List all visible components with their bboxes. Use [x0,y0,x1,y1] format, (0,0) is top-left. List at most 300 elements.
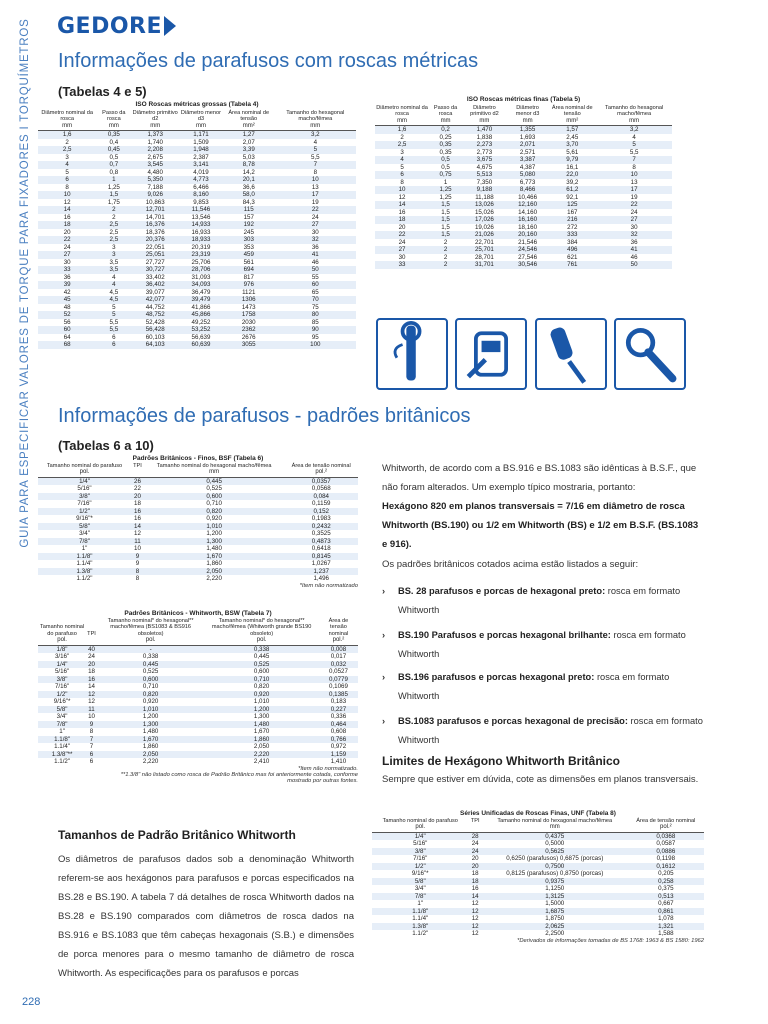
table-cell: 16 [88,675,95,683]
table-cell: 1.1/8" [372,908,469,916]
table-cell: 5/16" [54,668,70,676]
table-cell: 52,428 [145,318,165,326]
table-row [38,176,356,184]
table-cell: 36,6 [242,183,255,191]
table-cell: 12,701 [131,206,179,214]
table-row [372,848,704,856]
column-header: Tamanho nominal do parafuso [382,818,458,824]
unit-cell: pol. [38,637,86,645]
table-cell: 1/2" [38,691,86,699]
table-row [375,246,672,254]
table-cell: 0,2432 [284,523,358,531]
table-cell: 41 [275,251,356,259]
table-row [38,229,356,237]
table-cell: 2 [112,213,116,221]
table-row [38,281,356,289]
table-cell: 1,948 [179,146,223,154]
table-cell: 4,5 [96,296,131,304]
table-cell: 1/4" [38,661,86,669]
unit-cell [469,824,482,832]
table-cell: 12 [88,690,95,698]
table-cell: 1,1250 [545,885,565,893]
table-cell: 2,5 [96,221,131,229]
table-cell: 2,220 [142,758,159,766]
table-row [38,199,356,207]
table-cell: 16 [63,213,71,221]
table-cell: 0,0568 [311,485,331,493]
table-cell: 9/16"* [76,515,93,523]
table-row [38,169,356,177]
table-cell: - [97,645,205,653]
table-cell: 10 [275,176,356,184]
arrow-icon: › [382,716,386,726]
table-cell: 0,35 [429,141,462,149]
table-cell: 1,6 [375,126,429,134]
unit-cell: mm [38,123,96,131]
table-cell: 1,57 [548,126,596,134]
table-cell: 4 [96,281,131,289]
table-cell: 10 [88,713,95,721]
table-cell: 0,1612 [628,863,704,871]
table-cell: 3,70 [548,141,596,149]
table-cell: 7/8" [38,721,86,729]
table-cell: 18,933 [179,236,223,244]
table-cell: 7 [275,161,356,169]
table-cell: 10 [134,545,141,553]
table-cell: 42 [63,288,71,296]
table-row [375,126,672,134]
table-cell: 0,0587 [656,840,676,848]
table-cell: 25,706 [191,258,211,266]
table-cell: 5,03 [242,153,255,161]
column-header: Diâmetro menor d3 [515,105,540,118]
table-row [38,493,358,501]
unit-cell: pol. [372,824,469,832]
table-cell: 1,010 [97,706,205,714]
table-row [375,261,672,269]
table-cell: 20,160 [507,231,549,239]
table-cell: 6 [89,758,94,766]
table-cell: 5 [96,311,131,319]
unit-cell: pol.² [628,824,704,832]
table-cell: 3/8" [38,493,131,501]
table-cell: 56 [63,318,71,326]
arrow-icon: › [382,630,386,640]
unit-cell: mm [96,123,131,131]
table-cell: 1,25 [107,183,120,191]
table-cell: 1.1/8" [38,553,131,561]
table-cell: 2 [65,138,69,146]
table-cell: 1,300 [97,721,205,729]
table-cell: 353 [243,243,254,251]
table-row [38,500,358,508]
table-cell: 2,07 [242,138,255,146]
table-cell: 12 [398,193,406,201]
bsf-table-caption: Padrões Britânicos - Finos, BSF (Tabela 6) [132,455,264,462]
table-cell: 1,480 [204,721,319,729]
table-cell: 22,701 [474,238,494,246]
table-row [38,751,358,759]
table-cell: 5,5 [109,318,119,326]
table-cell: 1,010 [144,523,285,531]
table-cell: 30,546 [507,261,549,269]
right-paragraph-1: Whitworth, de acordo com a BS.916 e BS.1083 são idênticas à B.S.F., que não foram alterados. Um exemplo típico mostraria, portanto: [382,463,697,493]
table-cell: 2,050 [144,568,285,576]
unit-cell: pol.² [284,469,358,477]
table-cell: 2,410 [253,758,270,766]
table-row [38,319,356,327]
table-cell: 9/16"* [411,870,429,878]
table-cell: 24 [630,208,638,216]
table-cell: 2 [443,253,448,261]
table-cell: 9,026 [131,191,179,199]
table-row [375,216,672,224]
gedore-logo: GEDORE [57,14,176,39]
table-cell: 761 [548,261,596,269]
table-cell: 0,8 [109,168,119,176]
table-cell: 36 [311,243,319,251]
table-cell: 10 [375,186,429,194]
bsf-note: *Item não normatizado [299,582,358,589]
table-cell: 0,4873 [284,538,358,546]
table-row [38,326,356,334]
table-cell: 4,675 [476,163,493,171]
table-cell: 7 [89,743,94,751]
table-cell: 0,336 [330,713,347,721]
table-cell: 17 [596,186,672,194]
column-header: Tamanho do hexagonal macho/fêmea [605,105,664,118]
table-cell: 1,410 [330,758,347,766]
table-cell: 36 [63,273,71,281]
table-cell: 8 [400,178,404,186]
table-row [38,266,356,274]
table-cell: 14,701 [145,213,165,221]
table-cell: 3055 [223,341,275,349]
table-cell: 561 [243,258,254,266]
table-cell: 1,27 [223,131,275,139]
fine-table-caption: ISO Roscas métricas finas (Tabela 5) [466,96,581,103]
table-cell: 496 [548,246,596,254]
table-cell: 0,445 [97,661,205,669]
table-cell: 6 [375,171,429,179]
table-cell: 1 [96,176,131,184]
table-cell: 18 [469,878,482,886]
british-subtitle: (Tabelas 6 a 10) [58,438,154,453]
column-header: Tamanho nominal* do hexagonal** macho/fêmea (Whitworth grande BS190 obsoleto) [211,618,312,637]
table-cell: 14,160 [518,208,538,216]
table-cell: 2,208 [131,146,179,154]
table-row [38,236,356,244]
table-cell: 0,6250 (parafusos) 0,6875 (porcas) [506,855,604,863]
table-cell: 28,701 [474,253,494,261]
unit-cell: mm [462,118,507,126]
table-cell: 4 [38,161,96,169]
table-cell: 7/8" [38,538,131,546]
table-cell: 24,546 [507,246,549,254]
fine-table [375,105,672,269]
unit-cell: mm² [548,118,596,126]
column-header: TPI [470,818,480,824]
table-cell: 4 [313,138,318,146]
table-row [375,171,672,179]
table-cell: 1,5 [429,231,462,239]
table-cell: 41,866 [191,303,211,311]
table-cell: 12 [469,908,482,916]
table-cell: 0,9375 [482,878,628,886]
table-cell: 0,35 [439,148,452,156]
unit-cell: mm [375,118,429,126]
table-cell: 30,727 [131,266,179,274]
table-cell: 3/16" [54,653,70,661]
table-cell: 0,205 [658,870,674,878]
table-row [38,758,358,766]
table-cell: 1,355 [507,126,549,134]
table-cell: 5,350 [131,176,179,184]
table-cell: 9,853 [193,198,209,206]
table-cell: 125 [548,201,596,209]
table-cell: 3,675 [462,156,507,164]
column-header: Diâmetro nominal da rosca [376,105,428,118]
table-row [372,908,704,916]
table-cell: 2,071 [507,141,549,149]
table-cell: 2,220 [206,575,222,583]
table-cell: 0,8145 [284,553,358,561]
table-cell: 1121 [242,288,256,296]
table-cell: 20,376 [131,236,179,244]
table-cell: 2,5 [375,141,429,149]
table-cell: 0,5000 [545,840,565,848]
table-row [38,568,358,576]
table-cell: 14 [88,683,95,691]
table-cell: 17 [275,191,356,199]
table-cell: 60,639 [179,341,223,349]
table-cell: 11,546 [179,206,223,214]
table-cell: 8 [135,575,140,583]
table-row [375,134,672,142]
bsw-table-block [38,610,358,784]
table-cell: 22 [275,206,356,214]
unf-table-caption: Séries Unificadas de Roscas Finas, UNF (Tabela 8) [460,810,616,817]
table-cell: 36 [630,238,638,246]
table-cell: 18 [134,500,141,508]
table-cell: 6 [112,333,116,341]
table-row [372,930,704,938]
table-cell: 1/2" [372,863,469,871]
table-cell: 0,0886 [628,848,704,856]
table-cell: 65 [311,288,319,296]
table-cell: 5 [65,168,69,176]
table-cell: 26 [131,477,144,485]
table-cell: 24 [88,653,95,661]
table-row [38,214,356,222]
table-cell: 21,026 [462,231,507,239]
table-row [38,545,358,553]
column-header: Tamanho nominal do parafuso [46,463,123,469]
table-cell: 2,45 [566,133,579,141]
table-cell: 28 [469,832,482,840]
table-cell: 21,546 [518,238,538,246]
bullet-item: › BS.1083 parafusos e porcas hexagonal de precisão: rosca em formato Whitworth [382,712,704,750]
table-cell: 4,5 [109,288,119,296]
table-cell: 115 [223,206,275,214]
table-cell: 84,3 [242,198,255,206]
table-row [372,832,704,840]
table-cell: 22,051 [145,243,165,251]
table-row [372,900,704,908]
table-cell: 13,546 [191,213,211,221]
table-cell: 31,093 [191,273,211,281]
table-cell: 0,920 [142,698,159,706]
table-cell: 0,766 [319,736,358,744]
table-cell: 1.3/8" [38,568,131,576]
table-cell: 22 [38,236,96,244]
table-cell: 2 [96,206,131,214]
table-cell: 19,026 [474,223,494,231]
metric-subtitle: (Tabelas 4 e 5) [58,84,147,99]
table-cell: 0,8125 (parafusos) 0,8750 (porcas) [506,870,604,878]
table-cell: 0,710 [142,683,159,691]
table-cell: 18 [471,870,479,878]
table-cell: 3/8" [372,848,469,856]
table-cell: 14,2 [242,168,255,176]
table-cell: 19 [630,193,638,201]
column-header: Tamanho nominal do hexagonal macho/fêmea [156,463,272,469]
table-cell: 2,0625 [482,923,628,931]
table-cell: 1,480 [142,728,159,736]
table-cell: 3,141 [179,161,223,169]
table-cell: 1,200 [206,530,222,538]
british-section-title: Informações de parafusos - padrões britânicos [58,405,471,427]
table-row [375,149,672,157]
table-row [375,186,672,194]
table-cell: 22 [375,231,429,239]
table-cell: 621 [567,253,578,261]
table-cell: 36,479 [191,288,211,296]
table-cell: 0,820 [144,508,285,516]
table-cell: 1,0267 [311,560,331,568]
table-row [375,179,672,187]
table-row [38,661,358,669]
table-cell: 20 [398,223,406,231]
table-cell: 20 [469,863,482,871]
table-cell: 1,860 [142,743,159,751]
unit-cell: mm [179,123,223,131]
table-cell: 5,080 [507,171,549,179]
table-cell: 0,600 [144,493,285,501]
table-cell: 0,6418 [311,545,331,553]
table-cell: 0,5625 [482,848,628,856]
table-cell: 7/16" [413,855,428,863]
column-header: Passo da rosca [102,110,126,123]
table-cell: 1,3125 [482,893,628,901]
ratchet-icon [614,318,686,390]
table-cell: 1.1/2" [76,575,93,583]
table-cell: 10,466 [518,193,538,201]
table-cell: 53,252 [179,326,223,334]
table-cell: 192 [223,221,275,229]
table-cell: 18 [88,668,95,676]
table-cell: 7/8" [372,893,469,901]
table-cell: 9 [135,560,140,568]
table-cell: 3 [112,243,116,251]
table-row [38,575,358,583]
table-row [38,530,358,538]
table-cell: 12 [471,930,479,938]
table-cell: 2,387 [193,153,209,161]
table-cell: 3/4" [56,713,68,721]
table-cell: 303 [223,236,275,244]
table-cell: 30 [630,223,638,231]
table-cell: 8,466 [507,186,549,194]
table-cell: 1,480 [206,545,222,553]
table-cell: 0,3525 [311,530,331,538]
table-row [38,553,358,561]
table-cell: 24 [471,840,479,848]
table-cell: 5 [400,163,404,171]
column-header: Área de tensão nominal [636,818,696,824]
table-cell: 12,160 [507,201,549,209]
table-cell: 31,701 [462,261,507,269]
table-row [38,736,358,744]
bsf-table [38,463,358,583]
table-row [38,251,356,259]
table-cell: 9 [131,553,144,561]
table-cell: 22,0 [548,171,596,179]
table-cell: 16 [398,208,406,216]
table-row [38,713,358,721]
column-header: Tamanho nominal do parafuso [40,624,85,637]
table-cell: 4,480 [147,168,163,176]
table-cell: 60 [38,326,96,334]
table-cell: 16,1 [566,163,579,171]
table-row [38,304,356,312]
table-cell: 0,017 [330,653,347,661]
table-cell: 0,084 [284,493,358,501]
table-cell: 1,010 [253,698,270,706]
coarse-table-caption: ISO Roscas métricas grossas (Tabela 4) [135,101,259,108]
unit-cell: mm [275,123,356,131]
table-cell: 0,1983 [311,515,331,523]
table-cell: 61,2 [548,186,596,194]
column-header: Área nominal de tensão [551,105,593,118]
column-header: Diâmetro primitivo d2 [470,105,499,118]
table-cell: 19 [311,198,319,206]
table-cell: 2,773 [476,148,493,156]
table-cell: 0,0527 [328,668,348,676]
table-cell: 0,920 [206,515,222,523]
table-cell: 1,75 [107,198,120,206]
table-cell: 10 [596,171,672,179]
table-cell: 0,972 [330,743,347,751]
table-cell: 2,675 [147,153,163,161]
table-cell: 46 [630,253,638,261]
table-cell: 5,5 [96,326,131,334]
column-header: Tamanho do hexagonal macho/fêmea [286,110,345,123]
table-cell: 5,5 [310,153,320,161]
table-cell: 0,183 [330,698,347,706]
arrow-icon: › [382,672,386,682]
table-row [38,477,358,485]
unit-cell: pol.² [319,637,358,645]
table-row [38,221,356,229]
table-cell: 16 [471,885,479,893]
table-cell: 20 [471,855,479,863]
table-cell: 1,321 [628,923,704,931]
table-cell: 2,5 [109,228,119,236]
unit-cell: pol. [38,469,131,477]
column-header: Passo da rosca [433,105,458,118]
table-cell: 1,860 [206,560,222,568]
